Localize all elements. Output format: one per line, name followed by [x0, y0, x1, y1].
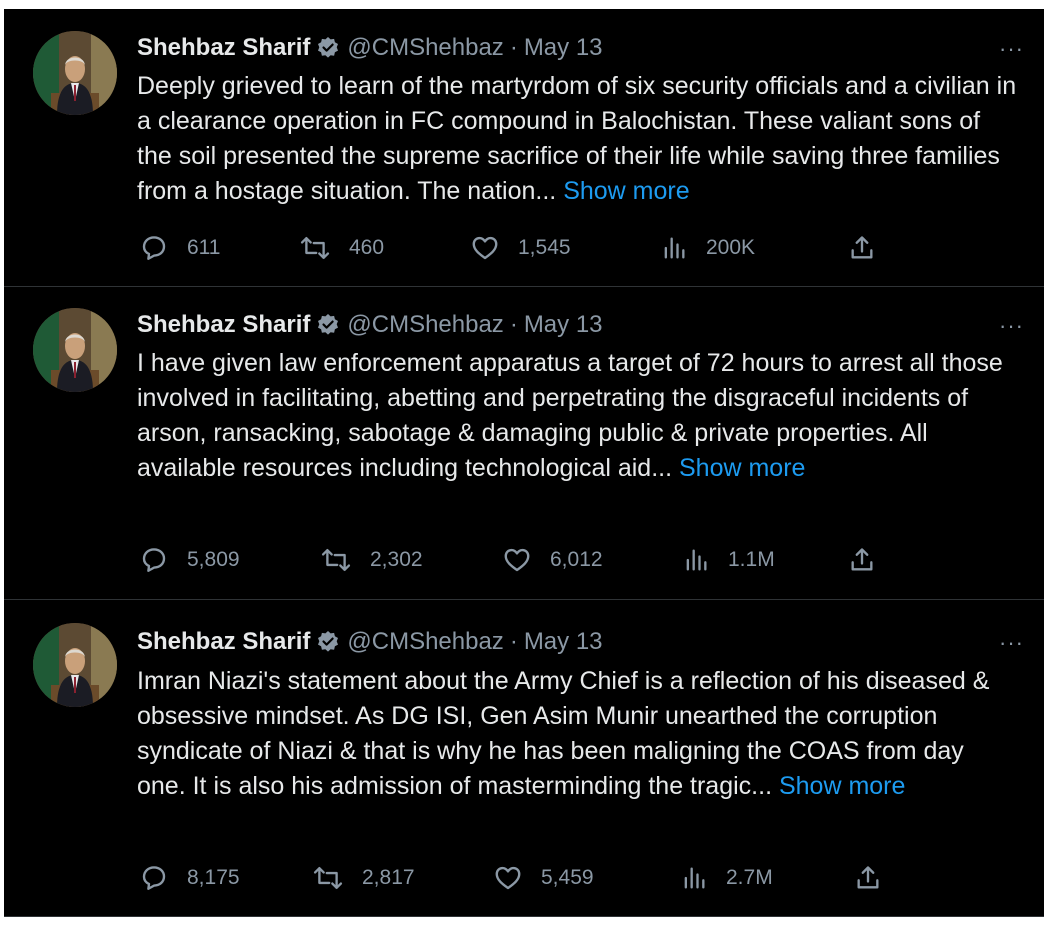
reply-count: 5,809	[187, 548, 240, 571]
tweet-date[interactable]: May 13	[523, 311, 603, 338]
like-count: 6,012	[550, 548, 603, 571]
views-button[interactable]	[682, 543, 775, 577]
more-options-icon[interactable]: ···	[999, 36, 1024, 61]
avatar[interactable]	[33, 308, 117, 392]
share-button[interactable]	[848, 543, 876, 577]
author-name[interactable]: Shehbaz Sharif	[137, 34, 311, 61]
tweet-header	[137, 624, 603, 660]
author-name[interactable]: Shehbaz Sharif	[137, 311, 311, 338]
retweet-icon	[299, 233, 331, 263]
heart-icon	[502, 545, 532, 575]
author-handle[interactable]: @CMShehbaz	[347, 34, 504, 61]
author-handle[interactable]: @CMShehbaz	[347, 311, 504, 338]
views-button[interactable]	[660, 231, 755, 265]
avatar[interactable]	[33, 31, 117, 115]
like-button[interactable]	[493, 861, 594, 895]
tweet-body: I have given law enforcement apparatus a target of 72 hours to arrest all those involved in facilitating, abetting and perpetrating the disgraceful incidents of arson, ransacking, sabotage & damaging public & private properties. All available resources including technological aid...	[137, 349, 1003, 482]
like-count: 5,459	[541, 866, 594, 889]
tweet-date[interactable]: May 13	[523, 34, 603, 61]
separator: ·	[509, 34, 518, 61]
share-icon	[854, 863, 882, 893]
retweet-icon	[312, 863, 344, 893]
retweet-icon	[320, 545, 352, 575]
verified-badge-icon	[316, 36, 340, 60]
share-icon	[848, 233, 876, 263]
tweet-body: Deeply grieved to learn of the martyrdom of six security officials and a civilian in a clearance operation in FC compound in Balochistan. These valiant sons of the soil presented the supreme sacrifice of their life while saving three families from a hostage situation. The nation...	[137, 72, 1017, 205]
retweet-count: 2,302	[370, 548, 423, 571]
share-icon	[848, 545, 876, 575]
retweet-button[interactable]	[312, 861, 415, 895]
tweet-date[interactable]: May 13	[523, 628, 603, 655]
timeline	[4, 9, 1044, 917]
reply-icon	[139, 863, 169, 893]
verified-badge-icon	[316, 313, 340, 337]
views-count: 1.1M	[728, 548, 775, 571]
show-more-link[interactable]: Show more	[778, 772, 906, 800]
views-button[interactable]	[680, 861, 773, 895]
like-count: 1,545	[518, 236, 571, 259]
reply-count: 611	[187, 236, 221, 259]
separator: ·	[509, 311, 518, 338]
retweet-button[interactable]	[299, 231, 384, 265]
tweet-actions	[137, 543, 897, 577]
tweet-text	[137, 346, 1017, 486]
views-count: 200K	[706, 236, 756, 259]
tweet[interactable]	[4, 600, 1044, 917]
retweet-count: 460	[349, 236, 385, 259]
views-chart-icon	[682, 545, 710, 575]
author-handle[interactable]: @CMShehbaz	[347, 628, 504, 655]
reply-button[interactable]	[139, 543, 240, 577]
author-name[interactable]: Shehbaz Sharif	[137, 628, 311, 655]
verified-badge-icon	[316, 630, 340, 654]
like-button[interactable]	[470, 231, 571, 265]
reply-count: 8,175	[187, 866, 240, 889]
avatar[interactable]	[33, 623, 117, 707]
reply-icon	[139, 233, 169, 263]
more-options-icon[interactable]: ···	[999, 313, 1024, 338]
tweet-actions	[137, 231, 897, 265]
more-options-icon[interactable]: ···	[999, 630, 1024, 655]
show-more-link[interactable]: Show more	[679, 454, 806, 482]
retweet-count: 2,817	[362, 866, 415, 889]
share-button[interactable]	[854, 861, 882, 895]
tweet-text	[137, 664, 1017, 804]
tweet-body: Imran Niazi's statement about the Army Chief is a reflection of his diseased & obsessive mindset. As DG ISI, Gen Asim Munir unearthed the corruption syndicate of Niazi & that is why he has been maligning the COAS from day one. It is also his admission of masterminding the tragic...	[137, 667, 990, 800]
share-button[interactable]	[848, 231, 876, 265]
tweet-header	[137, 307, 603, 343]
tweet-actions	[137, 861, 897, 895]
separator: ·	[509, 628, 518, 655]
tweet-header	[137, 30, 603, 66]
reply-button[interactable]	[139, 231, 220, 265]
heart-icon	[493, 863, 523, 893]
reply-button[interactable]	[139, 861, 240, 895]
views-chart-icon	[680, 863, 708, 893]
views-chart-icon	[660, 233, 688, 263]
tweet[interactable]	[4, 287, 1044, 600]
reply-icon	[139, 545, 169, 575]
show-more-link[interactable]: Show more	[563, 177, 690, 205]
tweet[interactable]	[4, 9, 1044, 287]
like-button[interactable]	[502, 543, 603, 577]
views-count: 2.7M	[726, 866, 773, 889]
retweet-button[interactable]	[320, 543, 423, 577]
tweet-text	[137, 69, 1017, 209]
heart-icon	[470, 233, 500, 263]
